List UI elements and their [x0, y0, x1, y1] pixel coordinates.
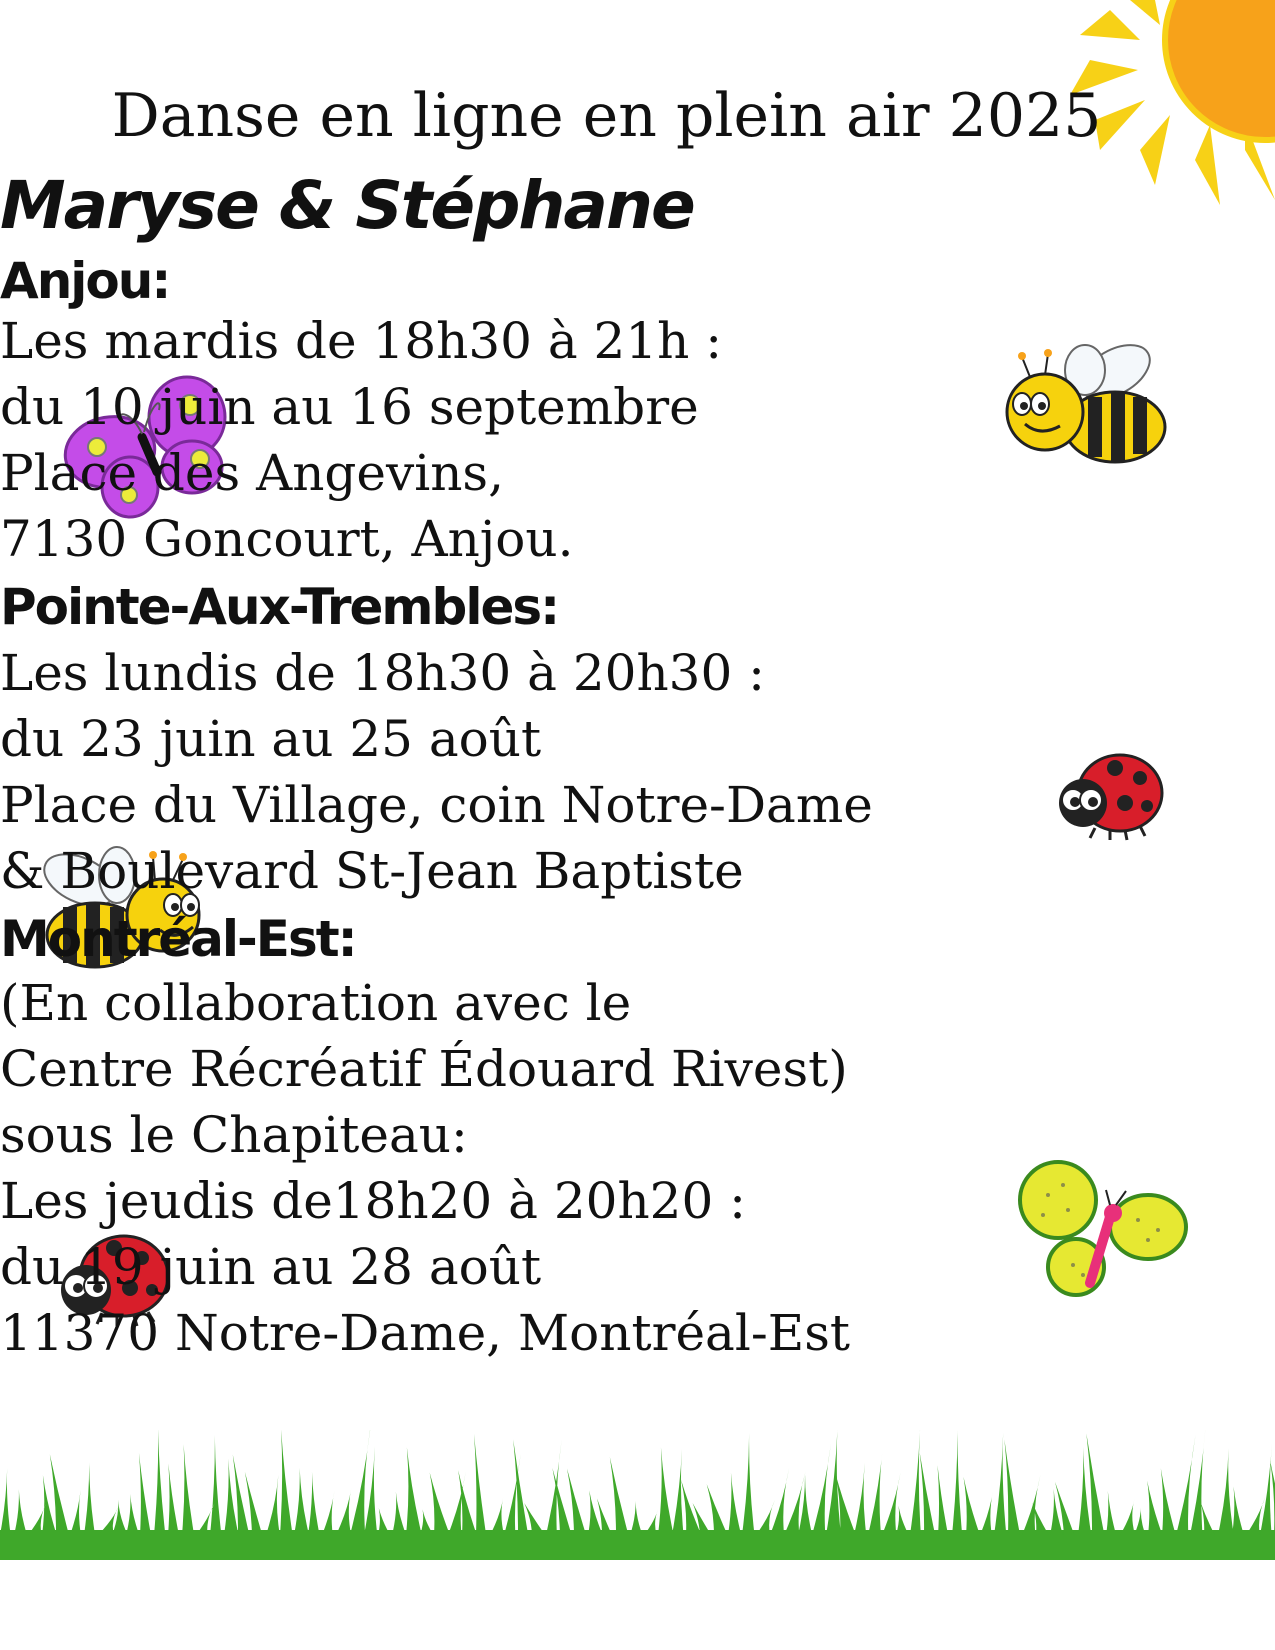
- section-line: 7130 Goncourt, Anjou.: [0, 510, 574, 568]
- section-line: du 23 juin au 25 août: [0, 710, 542, 768]
- page-title: Danse en ligne en plein air 2025: [111, 81, 1102, 151]
- section-line: Les jeudis de18h20 à 20h20 :: [0, 1172, 747, 1230]
- section-heading-montreal-est: Montréal-Est:: [0, 910, 356, 968]
- section-heading-pointe-aux-trembles: Pointe-Aux-Trembles:: [0, 578, 559, 636]
- section-line: Les lundis de 18h30 à 20h30 :: [0, 644, 766, 702]
- section-line: & Boulevard St-Jean Baptiste: [0, 842, 744, 900]
- section-line: Centre Récréatif Édouard Rivest): [0, 1040, 848, 1098]
- section-line: Place du Village, coin Notre-Dame: [0, 776, 873, 834]
- section-line: Les mardis de 18h30 à 21h :: [0, 312, 723, 370]
- section-line: (En collaboration avec le: [0, 974, 632, 1032]
- section-line: Place des Angevins,: [0, 444, 504, 502]
- section-line: du 10 juin au 16 septembre: [0, 378, 699, 436]
- section-line: 11370 Notre-Dame, Montréal-Est: [0, 1304, 850, 1362]
- grass-border: [0, 1430, 1275, 1560]
- section-line: sous le Chapiteau:: [0, 1106, 468, 1164]
- section-line: du 19 juin au 28 août: [0, 1238, 542, 1296]
- section-heading-anjou: Anjou:: [0, 252, 170, 310]
- page-subtitle: Maryse & Stéphane: [0, 167, 694, 244]
